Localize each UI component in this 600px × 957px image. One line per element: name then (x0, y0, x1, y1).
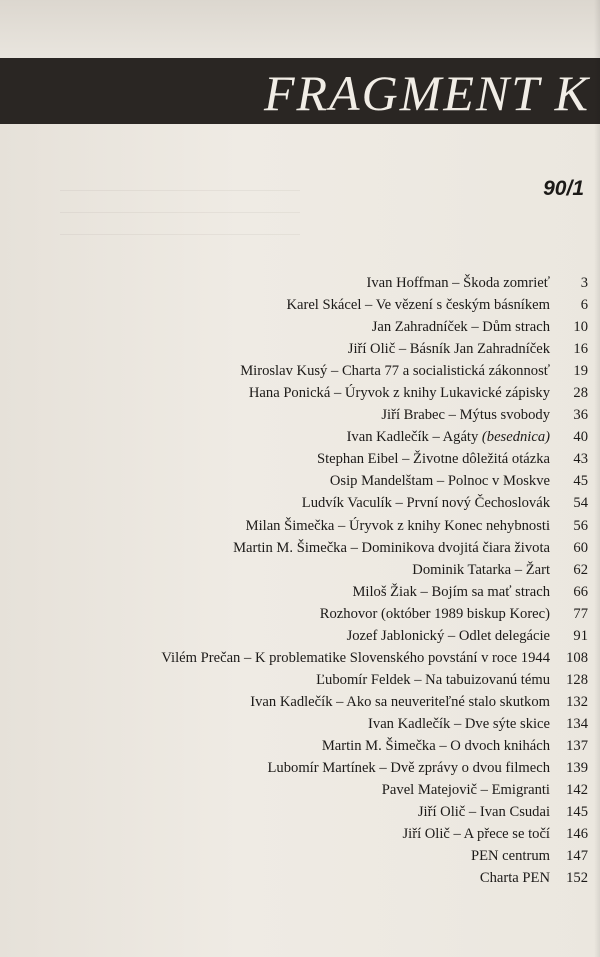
toc-page-number: 139 (566, 760, 588, 777)
toc-page-number: 54 (573, 495, 588, 512)
toc-page-number: 43 (573, 451, 588, 468)
toc-row (0, 537, 600, 559)
toc-entry (368, 713, 550, 735)
toc-entry-text: Jiří Olič – A přece se točí (402, 826, 550, 843)
top-margin (0, 0, 600, 58)
toc-page-number: 134 (566, 715, 588, 732)
toc-entry-text: Karel Skácel – Ve vězení s českým básníkem (286, 297, 550, 314)
toc-entry (348, 338, 550, 360)
toc-entry (330, 470, 550, 492)
toc-entry-text: Lubomír Martínek – Dvě zprávy o dvou filmech (267, 760, 550, 777)
toc-row (0, 757, 600, 779)
toc-page-number: 147 (566, 848, 588, 865)
toc-entry-text: Stephan Eibel – Životne dôležitá otázka (316, 451, 550, 468)
toc-row (0, 338, 600, 360)
toc-entry-text: PEN centrum (470, 848, 550, 865)
toc-entry-text: Milan Šimečka – Úryvok z knihy Konec nehybnosti (245, 517, 550, 534)
toc-page-number: 152 (566, 870, 588, 887)
toc-page-number: 108 (566, 649, 588, 666)
toc-row (0, 779, 600, 801)
toc-page-number: 132 (566, 693, 588, 710)
toc-entry-text: Jiří Brabec – Mýtus svobody (381, 407, 550, 424)
toc-row (0, 823, 600, 845)
toc-entry (316, 669, 550, 691)
toc-row (0, 426, 600, 448)
toc-page-number: 3 (580, 275, 588, 291)
toc-entry-text: Osip Mandelštam – Polnoc v Moskve (329, 473, 550, 490)
toc-entry (347, 426, 550, 448)
toc-entry-text: Pavel Matejovič – Emigranti (381, 782, 550, 799)
toc-entry-text: Miroslav Kusý – Charta 77 a socialistická zákonnosť (240, 363, 550, 380)
toc-page-number: 146 (566, 826, 588, 843)
toc-entry-text: Jozef Jablonický – Odlet delegácie (346, 627, 550, 644)
toc-page-number: 91 (573, 627, 588, 644)
toc-page-number: 19 (573, 363, 588, 380)
toc-entry-text: Dominik Tatarka – Žart (412, 561, 550, 578)
toc-entry-text: Vilém Prečan – K problematike Slovenského povstání v roce 1944 (161, 649, 550, 666)
toc-page-number: 10 (573, 319, 588, 336)
toc-page-number: 62 (573, 561, 588, 578)
page-edge-shadow (594, 0, 600, 957)
toc-page-number: 60 (573, 539, 588, 556)
toc-row (0, 404, 600, 426)
toc-page-number: 77 (573, 605, 588, 622)
toc-page-number: 66 (573, 583, 588, 600)
toc-row (0, 470, 600, 492)
toc-page-number: 128 (566, 671, 588, 688)
toc-entry (381, 404, 550, 426)
toc-row (0, 492, 600, 514)
table-of-contents (0, 272, 600, 889)
toc-page-number: 56 (573, 517, 588, 534)
toc-page-number: 45 (573, 473, 588, 490)
toc-row (0, 448, 600, 470)
toc-page-number: 137 (566, 737, 588, 754)
toc-entry-text: Miloš Žiak – Bojím sa mať strach (352, 583, 550, 600)
issue-number: 90/1 (543, 177, 584, 200)
toc-page-number: 36 (573, 407, 588, 424)
toc-entry (246, 515, 550, 537)
toc-row (0, 294, 600, 316)
toc-entry (317, 448, 550, 470)
toc-entry-text: Ludvík Vaculík – První nový Čechoslovák (301, 495, 550, 512)
bleed-through-line (60, 234, 300, 235)
toc-entry (382, 779, 550, 801)
toc-entry (347, 625, 550, 647)
toc-entry (352, 581, 550, 603)
toc-page-number: 40 (573, 429, 588, 446)
toc-row (0, 845, 600, 867)
toc-entry (286, 294, 550, 316)
toc-entry-text: Rozhovor (október 1989 biskup Korec) (319, 605, 550, 622)
toc-entry-text: Hana Ponická – Úryvok z knihy Lukavické zápisky (248, 385, 550, 402)
toc-entry (322, 735, 550, 757)
toc-entry (250, 691, 550, 713)
toc-row (0, 625, 600, 647)
toc-entry (402, 823, 550, 845)
toc-row (0, 515, 600, 537)
toc-entry (161, 647, 550, 669)
toc-entry-text: Ivan Kadlečík – Agáty (346, 429, 482, 446)
toc-entry (372, 316, 550, 338)
toc-entry (367, 272, 550, 294)
bleed-through-line (60, 212, 300, 213)
toc-entry (412, 559, 550, 581)
toc-entry-text: Ivan Kadlečík – Ako sa neuveriteľné stalo skutkom (250, 693, 550, 710)
toc-row (0, 316, 600, 338)
toc-entry-text: Ivan Hoffman – Škoda zomrieť (366, 275, 550, 291)
toc-entry (240, 360, 550, 382)
toc-row (0, 801, 600, 823)
toc-entry-text: Ľubomír Feldek – Na tabuizovanú tému (316, 671, 550, 688)
toc-page-number: 6 (580, 297, 588, 314)
toc-page-number: 142 (566, 782, 588, 799)
toc-entry (268, 757, 550, 779)
toc-entry (471, 845, 550, 867)
toc-entry-text: Jiří Olič – Básník Jan Zahradníček (347, 341, 550, 358)
toc-row (0, 603, 600, 625)
toc-entry (233, 537, 550, 559)
toc-entry (320, 603, 550, 625)
toc-row (0, 691, 600, 713)
title-banner (0, 58, 600, 124)
toc-row (0, 272, 600, 294)
magazine-title: FRAGMENT K (263, 65, 590, 121)
toc-entry-text: Martin M. Šimečka – Dominikova dvojitá čiara života (233, 539, 550, 556)
toc-entry (249, 382, 550, 404)
toc-row (0, 647, 600, 669)
toc-entry-text: Charta PEN (479, 870, 550, 887)
toc-row (0, 581, 600, 603)
toc-row (0, 735, 600, 757)
toc-entry (418, 801, 550, 823)
toc-entry-text: Jiří Olič – Ivan Csudai (417, 804, 550, 821)
toc-row (0, 669, 600, 691)
toc-row (0, 867, 600, 889)
toc-row (0, 382, 600, 404)
toc-entry-text: Ivan Kadlečík – Dve sýte skice (368, 715, 550, 732)
toc-row (0, 713, 600, 735)
toc-row (0, 559, 600, 581)
toc-entry-note: (besednica) (481, 429, 550, 446)
toc-entry-text: Jan Zahradníček – Dům strach (371, 319, 550, 336)
toc-entry (480, 867, 550, 889)
toc-page-number: 16 (573, 341, 588, 358)
toc-page-number: 28 (573, 385, 588, 402)
toc-entry-text: Martin M. Šimečka – O dvoch knihách (321, 737, 550, 754)
toc-entry (302, 492, 550, 514)
bleed-through-line (60, 190, 300, 191)
toc-row (0, 360, 600, 382)
toc-page-number: 145 (566, 804, 588, 821)
